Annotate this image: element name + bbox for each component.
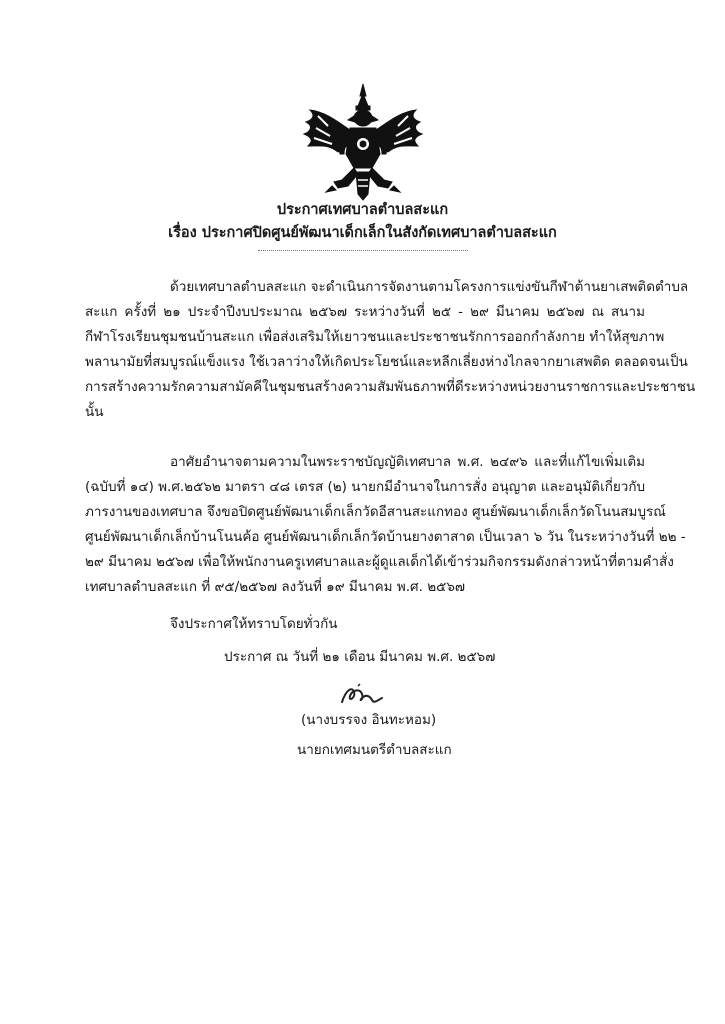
paragraph-2-line: ๒๙ มีนาคม ๒๕๖๗ เพื่อให้พนักงานครูเทศบาลและผู้ดูแลเด็กได้เข้าร่วมกิจกรรมดังกล่าวหน้าที่ตามคำสั่ง xyxy=(85,554,674,570)
paragraph-2-line: ศูนย์พัฒนาเด็กเล็กบ้านโนนค้อ ศูนย์พัฒนาเด็กเล็กวัดบ้านยางตาสาด เป็นเวลา ๖ วัน ในระหว่างวันที่ ๒๒ - xyxy=(85,529,686,545)
signer-name: (นางบรรจง อินทะหอม) xyxy=(301,712,437,728)
paragraph-2-line: (ฉบับที่ ๑๔) พ.ศ.๒๕๖๒ มาตรา ๔๘ เตรส (๒) นายกมีอำนาจในการสั่ง อนุญาต และอนุมัติเกี่ยวกับ xyxy=(85,479,646,495)
paragraph-1-line: สะแก ครั้งที่ ๒๑ ประจำปีงบประมาณ ๒๕๖๗ ระหว่างวันที่ ๒๕ - ๒๙ มีนาคม ๒๕๖๗ ณ สนาม xyxy=(85,304,645,320)
signer-position: นายกเทศมนตรีตำบลสะแก xyxy=(297,742,452,758)
paragraph-2-line: เทศบาลตำบลสะแก ที่ ๙๕/๒๕๖๗ ลงวันที่ ๑๙ มีนาคม พ.ศ. ๒๕๖๗ xyxy=(85,579,466,595)
paragraph-1-line: กีฬาโรงเรียนชุมชนบ้านสะแก เพื่อส่งเสริมให้เยาวชนและประชาชนรักการออกกำลังกาย ทำให้สุขภาพ xyxy=(85,329,665,345)
signature-icon xyxy=(338,682,384,708)
paragraph-1-line: นั้น xyxy=(85,404,104,420)
announcement-date: ประกาศ ณ วันที่ ๒๑ เดือน มีนาคม พ.ศ. ๒๕๖๗ xyxy=(224,649,496,665)
announcement-subject: เรื่อง ประกาศปิดศูนย์พัฒนาเด็กเล็กในสังกัดเทศบาลตำบลสะแก xyxy=(168,225,557,241)
paragraph-1-line: พลานามัยที่สมบูรณ์แข็งแรง ใช้เวลาว่างให้เกิดประโยชน์และหลีกเลี่ยงห่างไกลจากยาเสพติด ตลอดจนเป็น xyxy=(85,354,688,370)
paragraph-1-line: การสร้างความรักความสามัคคีในชุมชนสร้างความสัมพันธภาพที่ดีระหว่างหน่วยงานราชการและประชาชน xyxy=(85,379,696,395)
title-divider xyxy=(258,250,468,251)
paragraph-2-line: ภารงานของเทศบาล จึงขอปิดศูนย์พัฒนาเด็กเล็กวัดอีสานสะแกทอง ศูนย์พัฒนาเด็กเล็กวัดโนนสมบูรณ์ xyxy=(85,504,666,520)
paragraph-1-line: ด้วยเทศบาลตำบลสะแก จะดำเนินการจัดงานตามโครงการแข่งขันกีฬาต้านยาเสพติดตำบล xyxy=(170,279,689,295)
closing-statement: จึงประกาศให้ทราบโดยทั่วกัน xyxy=(170,616,338,632)
garuda-emblem-icon xyxy=(298,82,428,202)
paragraph-2-line: อาศัยอำนาจตามความในพระราชบัญญัติเทศบาล พ.ศ. ๒๔๙๖ และที่แก้ไขเพิ่มเติม xyxy=(170,454,645,470)
announcement-title: ประกาศเทศบาลตำบลสะแก xyxy=(276,202,449,218)
